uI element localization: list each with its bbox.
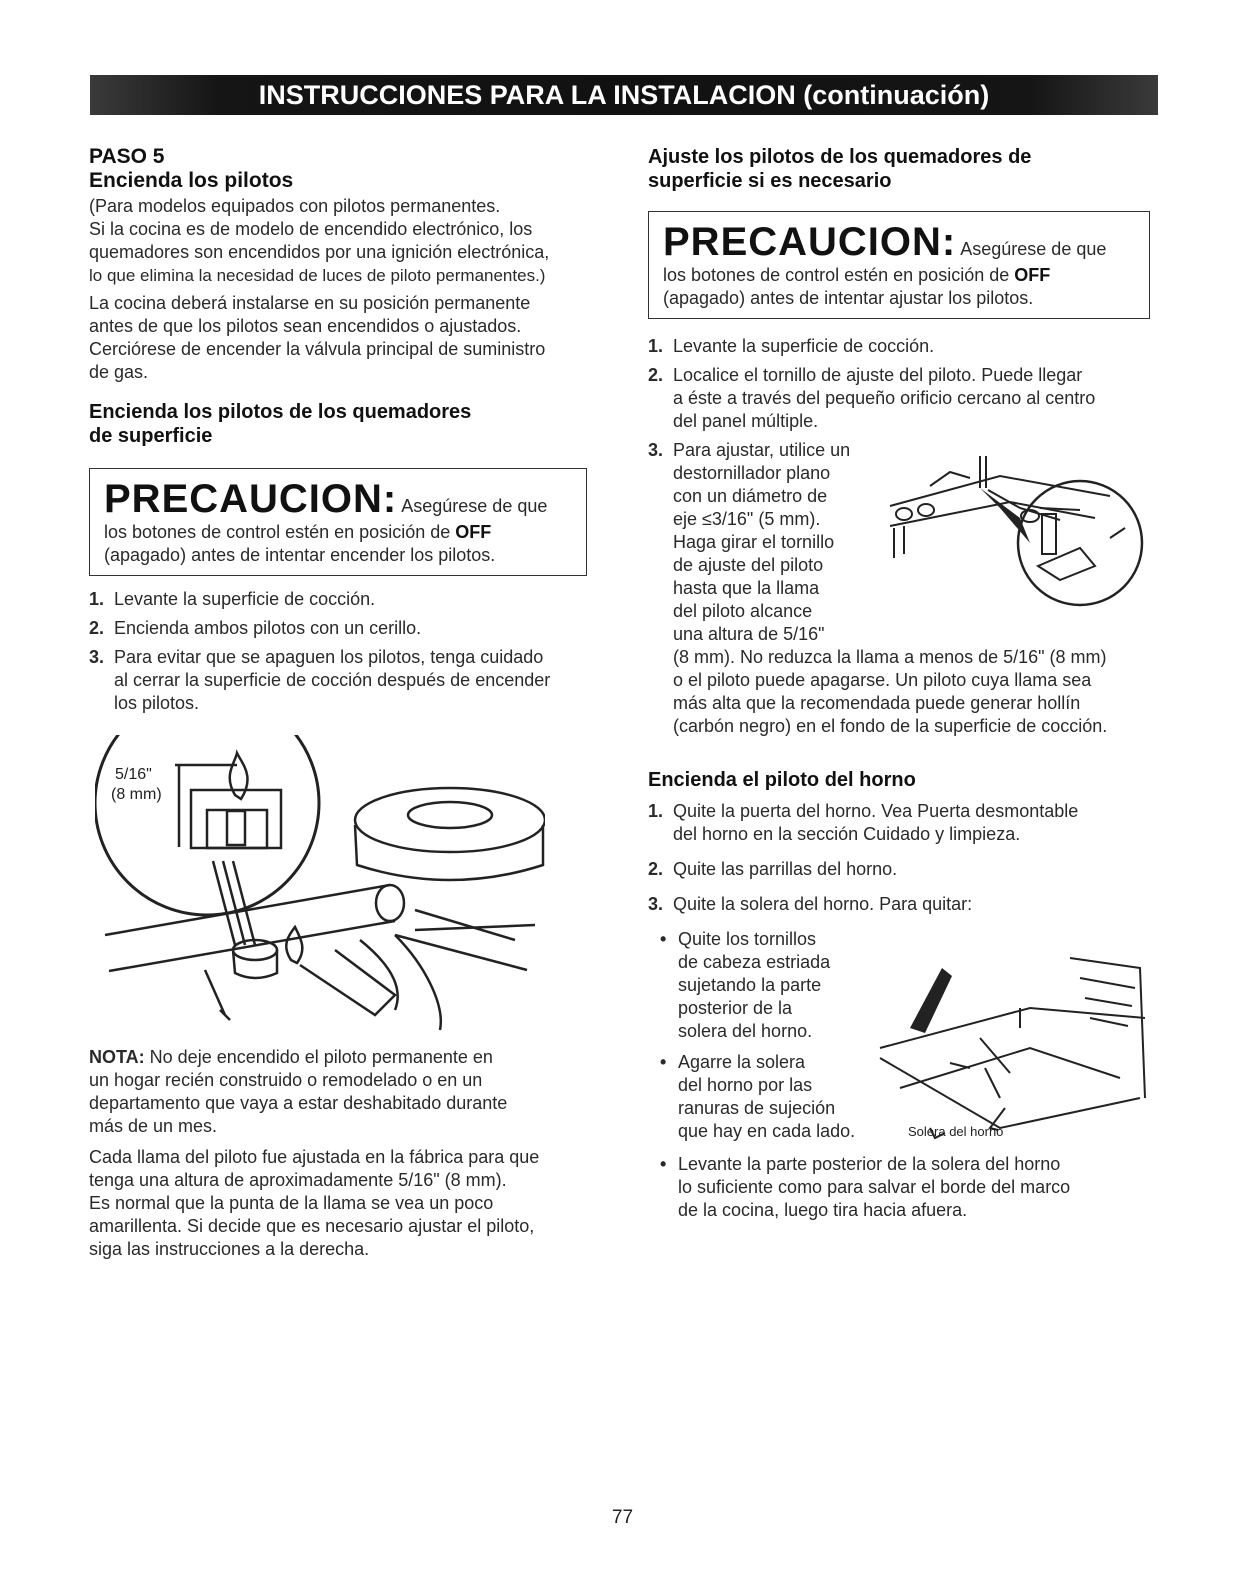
list-item: 2. Encienda ambos pilotos con un cerillo. [89, 618, 422, 638]
list-item: 2. Localice el tornillo de ajuste del piloto. Puede llegar a éste a través del pequeño orificio cercano al centro del panel múltiple. [648, 365, 1096, 431]
list-item: • Quite los tornillos de cabeza estriada sujetando la parte posterior de la solera del horno. [660, 929, 831, 1041]
oven-pilot-heading: Encienda el piloto del horno [648, 769, 916, 791]
adjust-heading: Ajuste los pilotos de los quemadores de superficie si es necesario [648, 146, 1032, 192]
caution-word: PRECAUCION: [663, 220, 957, 264]
figure-measure-mm: (8 mm) [111, 786, 162, 803]
list-item: 1. Levante la superficie de cocción. [89, 589, 376, 609]
install-paragraph: La cocina deberá instalarse en su posición permanente antes de que los pilotos sean encendidos o ajustados. Cerciórese de encender la válvula principal de suministro de gas. [89, 293, 546, 382]
list-item: 3. Para evitar que se apaguen los pilotos, tenga cuidado al cerrar la superficie de cocción después de encender los pilotos. [89, 647, 551, 713]
left-column [89, 145, 609, 721]
factory-adjust-paragraph: Cada llama del piloto fue ajustada en la fábrica para que tenga una altura de aproximadamente 5/16" (8 mm). Es normal que la punta de la llama se vea un poco amarillenta. Si decide que es necesario ajustar el piloto, siga las instrucciones a la derecha. [89, 1147, 540, 1259]
caution-lead: Asegúrese de que [401, 496, 548, 516]
off-label: OFF [455, 522, 492, 542]
nota-paragraph: NOTA: No deje encendido el piloto permanente en un hogar recién construido o remodelado o en un departamento que vaya a estar deshabitado durante más de un mes. [89, 1047, 508, 1136]
list-item: 3. Quite la solera del horno. Para quitar: [648, 894, 973, 914]
step-label: PASO 5 [89, 145, 165, 168]
left-notes [89, 1046, 609, 1266]
left-steps-list [89, 588, 609, 715]
list-item: 2. Quite las parrillas del horno. [648, 859, 898, 879]
intro-paragraph: (Para modelos equipados con pilotos permanentes. Si la cocina es de modelo de encendido electrónico, los quemadores son encendidos por una ignición electrónica, lo que elimina la necesidad de luces de piloto permanentes.) [89, 196, 550, 285]
list-item: 1. Levante la superficie de cocción. [648, 336, 935, 356]
caution-box-left: PRECAUCION: Asegúrese de que los botones de control estén en posición de OFF (apagado) antes de intentar encender los pilotos. [89, 468, 587, 576]
oven-steps-list [648, 800, 1158, 916]
list-item: • Agarre la solera del horno por las ranuras de sujeción que hay en cada lado. [660, 1052, 856, 1141]
caution-word: PRECAUCION: [104, 477, 398, 521]
banner-title: INSTRUCCIONES PARA LA INSTALACION (continuación) [258, 80, 990, 110]
pilot-lighting-illustration [95, 735, 545, 1035]
pilot-adjust-illustration [880, 448, 1170, 618]
step-title: Encienda los pilotos [89, 169, 294, 192]
figure-measure-label: 5/16" [115, 766, 152, 783]
surface-pilots-heading: Encienda los pilotos de los quemadores de superficie [89, 401, 472, 447]
page-banner [90, 75, 1158, 115]
oven-bottom-illustration [870, 948, 1160, 1148]
list-item: • Levante la parte posterior de la solera del horno lo suficiente como para salvar el borde del marco de la cocina, luego tira hacia afuera. [660, 1154, 1071, 1220]
page-number: 77 [611, 1507, 634, 1528]
solera-label: Solera del horno [908, 1124, 1004, 1139]
list-item: 1. Quite la puerta del horno. Vea Puerta desmontable del horno en la sección Cuidado y limpieza. [648, 801, 1079, 844]
caution-box-right: PRECAUCION: Asegúrese de que los botones de control estén en posición de OFF (apagado) antes de intentar ajustar los pilotos. [648, 211, 1150, 319]
off-label: OFF [1014, 265, 1051, 285]
list-item: 3. Para ajustar, utilice un destornillador plano con un diámetro de eje ≤3/16" (5 mm). Haga girar el tornillo de ajuste del piloto hasta que la llama del piloto alcance una altura de 5/16" (8 mm). No reduzca la llama a menos de 5/16" (8 mm) o el piloto puede apagarse. Un piloto cuya llama sea más alta que la recomendada puede generar hollín (carbón negro) en el fondo de la superficie de cocción. [648, 440, 1108, 736]
caution-lead: Asegúrese de que [960, 239, 1107, 259]
